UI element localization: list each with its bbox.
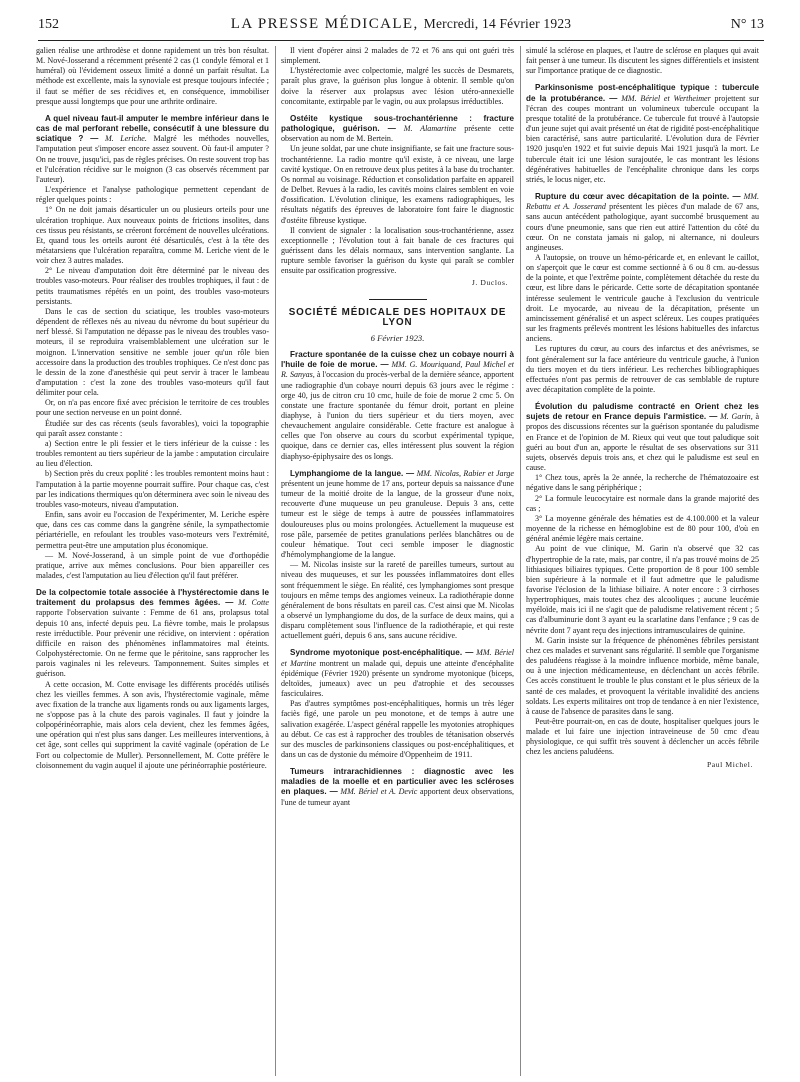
paragraph: Enfin, sans avoir eu l'occasion de l'expérimenter, M. Leriche espère que, dans ces cas comme dans la gangrène sénile, la sympathectomie périartérielle, en refoulant les troubles vaso-moteurs vers l'extrémité, permettra peut-être une amputation plus économique. [36, 510, 269, 550]
issue-date: Mercredi, 14 Février 1923 [423, 16, 572, 31]
paragraph: 1° On ne doit jamais désarticuler un ou plusieurs orteils pour une ulcération trophique. Aux nouveaux points de frictions insolites, dans ces tissus peu résistants, se créeront forcément de nouvelles ulcérations. Et, quand tous les orteils auront été désarticulés, c'est à la tête des métatarsiens que l'ulcération reparaîtra, comme M. Leriche vient de le voir chez 3 autres malades. [36, 205, 269, 266]
article-author: MM. G. Mouriquand, Paul Michel et R. Sanyas, [281, 360, 514, 380]
paragraph: a) Section entre le pli fessier et le tiers inférieur de la cuisse : les troubles remontent au tiers supérieur de la jambe : amputation circulaire au lieu d'élection. [36, 438, 269, 469]
article-author: MM. Nicolas, Rabier et Jarge [416, 468, 514, 478]
page-header [38, 14, 764, 41]
article-text: à l'occasion du procès-verbal de la dernière séance, apportent une radiographie d'un cobaye nourri depuis 63 jours avec le régime : orge 40, jus de citron cru 10 cmc, huile de foie de morue 2 cmc 5. On constate une fracture spontanée du fémur droit, portant en pleine diaphyse, à l'union du tiers supérieur et du tiers moyen, avec chevauchement angulaire considérable. Cette fracture est analogue à celles que l'on observe au cours du scorbut expérimental typique, quoique, dans ce dernier cas, elles intéressent plus souvent la région diaphyso-épiphysaire des os longs. [281, 370, 514, 461]
paragraph: Étudiée sur des cas récents (seuls favorables), voici la topographie qui paraît assez constante : [36, 418, 269, 438]
column-2 [281, 46, 514, 1078]
article-colpectomie [36, 588, 269, 771]
article-title: De la colpectomie totale associée à l'hystérectomie dans le traitement du prolapsus des femmes âgées. — [36, 588, 269, 608]
paragraph: Il vient d'opérer ainsi 2 malades de 72 et 76 ans qui ont guéri très simplement. [281, 46, 514, 66]
article-author: M. Alamartine [403, 124, 457, 134]
article-text: projettent sur l'écran des coupes montrant un volumineux tubercule occupant la presque totalité de la protubérance. Ce tubercule fut trouvé à l'autopsie d'un jeune sujet qui avait présenté un état de rigidité post-encéphalitique bien caractérisé, sans autre particularité. L'évolution dura de Février 1920 jusqu'en 1922 et fut suivie depuis Mai 1921 jusqu'à la mort. Le tubercule était ici une lésion surajoutée, le cas montrant les lésions dégénératives habituelles de l'encéphalite chronique dans les corps striés, le locus niger, etc. [526, 93, 759, 184]
article-text: présente cette observation au nom de M. Bertein. [281, 124, 514, 144]
article-text: apportent deux observations, l'une de tumeur ayant [281, 787, 514, 807]
issue-number: N° 13 [730, 17, 764, 32]
paragraph: galien réalise une arthrodèse et donne rapidement un très bon résultat. M. Nové-Josserand a récemment présenté 2 cas (1 condyle fémoral et 1 huméral) où l'évidement osseux limité a donné un parfait résultat. La méthode est excellente, mais la synoviale est presque toujours infectée ; il faut se méfier de ses récidives et, en conséquence, immobiliser presque aussi longtemps que pour une arthrite ordinaire. [36, 46, 269, 106]
column-1 [36, 46, 269, 1078]
article-title: Ostéite kystique sous-trochantérienne : fracture pathologique, guérison. — [281, 113, 514, 134]
article-title: Lymphangiome de la langue. — [290, 468, 415, 478]
signature: J. Duclos. [471, 278, 508, 288]
journal-name: LA PRESSE MÉDICALE, [230, 16, 419, 32]
paragraph: 1° Chez tous, après la 2e année, la recherche de l'hématozoaire est négative dans le sang périphérique ; [526, 473, 759, 493]
article-title: Syndrome myotonique post-encéphalitique. — [290, 648, 474, 658]
society-heading: SOCIÉTÉ MÉDICALE DES HOPITAUX DE LYON [288, 306, 507, 328]
paragraph: 2° La formule leucocytaire est normale dans la grande majorité des cas ; [526, 493, 759, 513]
article-author: MM. Bériel et Wertheimer [621, 93, 711, 103]
article-text: présentent les pièces d'un malade de 67 ans, sans aucun antécédent pathologique, ayant succombé brusquement au cours d'une pneumonie, sans que rien eut attiré l'attention du côté du cœur. On ne constata jamais ni galop, ni alternance, ni douleurs angineuses. [526, 202, 759, 252]
paragraph: — M. Nicolas insiste sur la rareté de pareilles tumeurs, surtout au niveau des muqueuses, et sur les poussées inflammatoires dont elles sont fréquemment le siège. En réalité, ces lymphangiomes sont presque toujours en même temps des angiomes veineux. La radiothérapie donne généralement de bons résultats en pareil cas. C'est ainsi que M. Nicolas a observé un lymphangiome du dos, de la surface de deux mains, qui a disparu complètement sous l'influence de la radiothérapie, et qui reste actuellement guéri, depuis 6 ans, sans aucune récidive. [281, 560, 514, 641]
article-myotonique [281, 648, 514, 760]
article-author: MM. Rebattu et A. Josserand [526, 192, 759, 212]
paragraph: Il convient de signaler : la localisation sous-trochantérienne, assez exceptionnelle ; l'évolution tout à fait banale de ces fractures qui guérissent dans les délais normaux, sans intervention sanglante. La rupture semble favoriser la guérison du kyste qui paraît se combler ensuite par ossification progressive. [281, 225, 514, 276]
article-author: M. Leriche. [104, 134, 147, 144]
paragraph: Or, on n'a pas encore fixé avec précision le territoire de ces troubles pour une section nerveuse en un point donné. [36, 398, 269, 418]
article-amputation [36, 114, 269, 581]
paragraph: L'expérience et l'analyse pathologique permettent cependant de régler quelques points : [36, 185, 269, 205]
article-text: rapporte l'observation suivante : Femme de 61 ans, prolapsus total depuis 10 ans, infecté depuis peu. La fièvre tombe, mais le prolapsus reste irréductible. Pour prévenir une récidive, on intervient : opération difficile en raison des phénomènes inflammatoires mal éteints. Colpohystérectomie. On ne ferme que le péritoine, sans rapprocher les parois vaginales ni les releveurs. Tamponnement. Suites simples et guérison. [36, 608, 269, 679]
paragraph: Pas d'autres symptômes post-encéphalitiques, hormis un très léger faciès figé, une parole un peu monotone, et de temps à autre une salivation exagérée. L'aspect général rappelle les myotonies atrophiques au début. Ce cas est à rapprocher des troubles de tétanisation observés sur des muscles de parkinsoniens classiques ou post-encéphalitiques, et dans un cas de dystonie du mémoire d'Oppenheim de 1911. [281, 699, 514, 759]
column-3 [526, 46, 759, 1078]
article-text: à propos des discussions récentes sur la guérison spontanée du paludisme en France et de l'opinion de M. Rieux qui veut que tout paludique soit guéri au bout d'un an, apporte le résultat de ses observations sur 311 sujets, observés depuis trois ans, et chez qui le paludisme est seul en cause. [526, 412, 759, 473]
article-author: MM. Bériel et Martine [281, 648, 514, 668]
article-fracture-cobaye [281, 350, 514, 462]
article-title: Parkinsonisme post-encéphalitique typique : tubercule de la protubérance. — [526, 83, 759, 103]
article-author: MM. Bériel et A. Devic [340, 787, 418, 797]
article-osteite [281, 114, 514, 289]
article-rupture-coeur [526, 192, 759, 395]
column-divider-left [275, 46, 276, 1076]
article-author: M. Cotte [238, 598, 269, 608]
paragraph: 2° Le niveau d'amputation doit être déterminé par le niveau des troubles vaso-moteurs. Pour réaliser des troubles trophiques, il faut : de petits traumatismes répétés en un point, des troubles vaso-moteurs persistants. [36, 266, 269, 306]
paragraph: — M. Nové-Josserand, à un simple point de vue d'orthopédie pratique, arrive aux mêmes conclusions. Pour bien appareiller ces malades, c'est l'amputation au lieu d'élection qu'il faut préférer. [36, 550, 269, 580]
paragraph: L'hystérectomie avec colpectomie, malgré les succès de Desmarets, paraît plus grave, la guérison plus longue à obtenir. Il semble qu'on doive la réserver aux prolapsus avec lésion utéro-annexielle concomitante, extirpable par le vagin, ou aux prolapsus irréductibles. [281, 66, 514, 106]
paragraph: 3° La moyenne générale des hématies est de 4.100.000 et la valeur moyenne de la richesse en hémoglobine est de 80 pour 100, d'où en général anémie légère mais certaine. [526, 513, 759, 544]
paragraph: Les ruptures du cœur, au cours des infarctus et des anévrismes, se font généralement sur la face antérieure du ventricule gauche, à l'union du tiers moyen et du tiers inférieur. Les recherches bibliographiques effectuées n'ont pas permis de retrouver de cas semblable de rupture avec décapitation complète de la pointe. [526, 344, 759, 394]
article-parkinsonisme [526, 83, 759, 185]
paragraph: A l'autopsie, on trouve un hémo-péricarde et, en enlevant le caillot, on s'aperçoit que le cœur est comme sectionné à 6 ou 8 cm. au-dessus de la pointe, et que l'extrême pointe, complètement détachée du reste du cœur, est libre dans le péricarde. Cette sorte de décapitation spontanée intéresse seulement le ventricule gauche à l'exclusion du ventricule droit. Le myocarde, au niveau de la décapitation, présente un amincissement généralisé et un aspect scléreux. Les coupes pratiquées sur les fragments prélevés montrent les lésions habituelles des infarctus anciens. [526, 252, 759, 344]
paragraph: Un jeune soldat, par une chute insignifiante, se fait une fracture sous-trochantérienne. La radio montre qu'il existe, à ce niveau, une large cavité kystique. On en retrouve deux plus petites à la base du trochanter. Os normal au voisinage. Réduction et consolidation parfaite en appareil de Delbet. Revues à la radio, les cavités moins claires semblent en voie d'ossification. L'évolution clinique, les examens radiographiques, les résultats négatifs des épreuves de laboratoire font faire le diagnostic d'ostéite fibreuse kystique. [281, 144, 514, 225]
article-text: présentent un jeune homme de 17 ans, porteur depuis sa naissance d'une tumeur de la moitié droite de la langue, de la grosseur d'une noix, recouverte d'une muqueuse un peu granuleuse. Depuis 3 ans, cette tumeur est le siège de temps à autre de poussées inflammatoires douloureuses plus ou moins prolongées. Actuellement la muqueuse est rose pâle, parsemée de petites granulations perlées blanchâtres ou de couleur hématique. Tout ceci semble imposer le diagnostic d'hémolymphangiome de la langue. [281, 478, 514, 560]
paragraph: b) Section près du creux poplité : les troubles remontent moins haut : l'amputation à la partie moyenne pourrait suffire. Pour chaque cas, c'est par les indications thermiques qu'on déterminera avec soin le niveau des troubles vaso-moteurs, niveau d'amputation. [36, 469, 269, 509]
session-date: 6 Février 1923. [370, 332, 425, 343]
page-number: 152 [38, 17, 59, 32]
article-author: M. Garin, [720, 412, 753, 422]
paragraph: M. Garin insiste sur la fréquence de phénomènes fébriles persistant chez ces malades et survenant sans régularité. Il semble que l'organisme des paludéens réagisse à la moindre influence morbide, même banale, ou à une injection médicamenteuse, en déclenchant un accès fébrile. Ces accès constituent le trouble le plus constant et le plus sérieux de la santé de ces malades, et provoquent la véritable invalidité des anciens soldats. Les experts militaires ont trop de tendance à en nier l'existence, à cause de l'absence de parasites dans le sang. [526, 635, 759, 716]
article-text: montrent un malade qui, depuis une atteinte d'encéphalite épidémique (Février 1920) présente un syndrome myotonique (biceps, deltoïdes, jumeaux) avec un peu d'atrophie et des secousses fasciculaires. [281, 658, 514, 699]
paragraph: A cette occasion, M. Cotte envisage les différents procédés utilisés chez les vieilles femmes. A son avis, l'hystérectomie vaginale, même avec fixation de la tranche aux ligaments ronds ou aux ligaments larges, ne s'oppose pas à la chute des parois vaginales. Il faut y joindre la colpopérinéorraphie, mais alors cela devient, chez les femmes âgées, une opération qui n'est plus sans danger. Les meilleures interventions, à cet âge, sont celles qui suppriment la cavité vaginale (opération de Le Fort ou colpectomie de Muller). Personnellement, M. Cotte préfère le cloisonnement du vagin auquel il ajoute une périnéorraphie postérieure. [36, 679, 269, 770]
article-title: Tumeurs intrarachidiennes : diagnostic avec les maladies de la moelle et en particulier avec les scléroses en plaques. — [281, 767, 514, 797]
paragraph: Au point de vue clinique, M. Garin n'a observé que 32 cas d'hypertrophie de la rate, mais, par contre, il n'a pas trouvé moins de 25 lithiasiques biliaires typiques. Cette proportion de 8 pour 100 semble bien supérieure à la normale et il faut admettre que le paludisme favorise l'éclosion de la lithiase biliaire. A noter encore : 3 cirrhoses hypertrophiques, mais toutes chez des alcooliques ; aucune leucémie myéloïde, mais ici il ne s'agit que de paludisme relativement récent ; 5 cas d'albuminurie dont 3 ayant eu la scarlatine dans l'enfance ; 9 cas de névrite dont 7 ayant reçu des injections intramusculaires de quinine. [526, 544, 759, 635]
journal-title-line [38, 16, 764, 33]
article-text: Malgré les méthodes nouvelles, l'amputation peut s'imposer encore assez souvent. Où faut-il amputer ? On ne trouve, jusqu'ici, pas de règles précises. On reste souvent trop bas et l'ulcération récidive sur le moignon (3 cas observés récemment par l'auteur). [36, 134, 269, 184]
article-title: Rupture du cœur avec décapitation de la pointe. — [535, 192, 741, 202]
paragraph: Peut-être pourrait-on, en cas de doute, hospitaliser quelques jours le malade et lui faire une injection intraveineuse de 50 cmc d'eau physiologique, ce qui suffit très souvent à déclencher un accès fébrile chez les anciens paludéens. [526, 717, 759, 757]
article-title: A quel niveau faut-il amputer le membre inférieur dans le cas de mal perforant rebelle, consécutif à une blessure du sciatique ? — [36, 113, 269, 144]
paragraph: simulé la sclérose en plaques, et l'autre de sclérose en plaques qui avait fait penser à une tumeur. Ils discutent les signes différentiels et insistent sur l'importance pratique de ce diagnostic. [526, 46, 759, 76]
signature: Paul Michel. [706, 759, 753, 769]
section-separator [369, 299, 427, 300]
article-lymphangiome [281, 469, 514, 642]
article-title: Fracture spontanée de la cuisse chez un cobaye nourri à l'huile de foie de morue. — [281, 350, 514, 370]
article-tumeurs [281, 767, 514, 808]
article-title: Évolution du paludisme contracté en Orient chez les sujets de retour en France depuis l'armistice. — [526, 402, 759, 422]
paragraph: Dans le cas de section du sciatique, les troubles vaso-moteurs dépendent de réflexes nés au niveau du névrome du bout supérieur du nerf blessé. Si l'amputation ne dépasse pas le niveau des troubles vaso-moteurs, il se reproduira vraisemblablement une ulcération sur le moignon. L'innervation sensitive ne semble jouer qu'un rôle bien accessoire dans la production des troubles trophiques. Ce n'est donc pas le dessin de la zone d'anesthésie qui peut servir à tracer le lambeau d'amputation : c'est la zone des troubles vaso-moteurs qu'il faut délimiter pour cela. [36, 306, 269, 398]
article-paludisme [526, 402, 759, 770]
column-divider-right [520, 46, 521, 1076]
